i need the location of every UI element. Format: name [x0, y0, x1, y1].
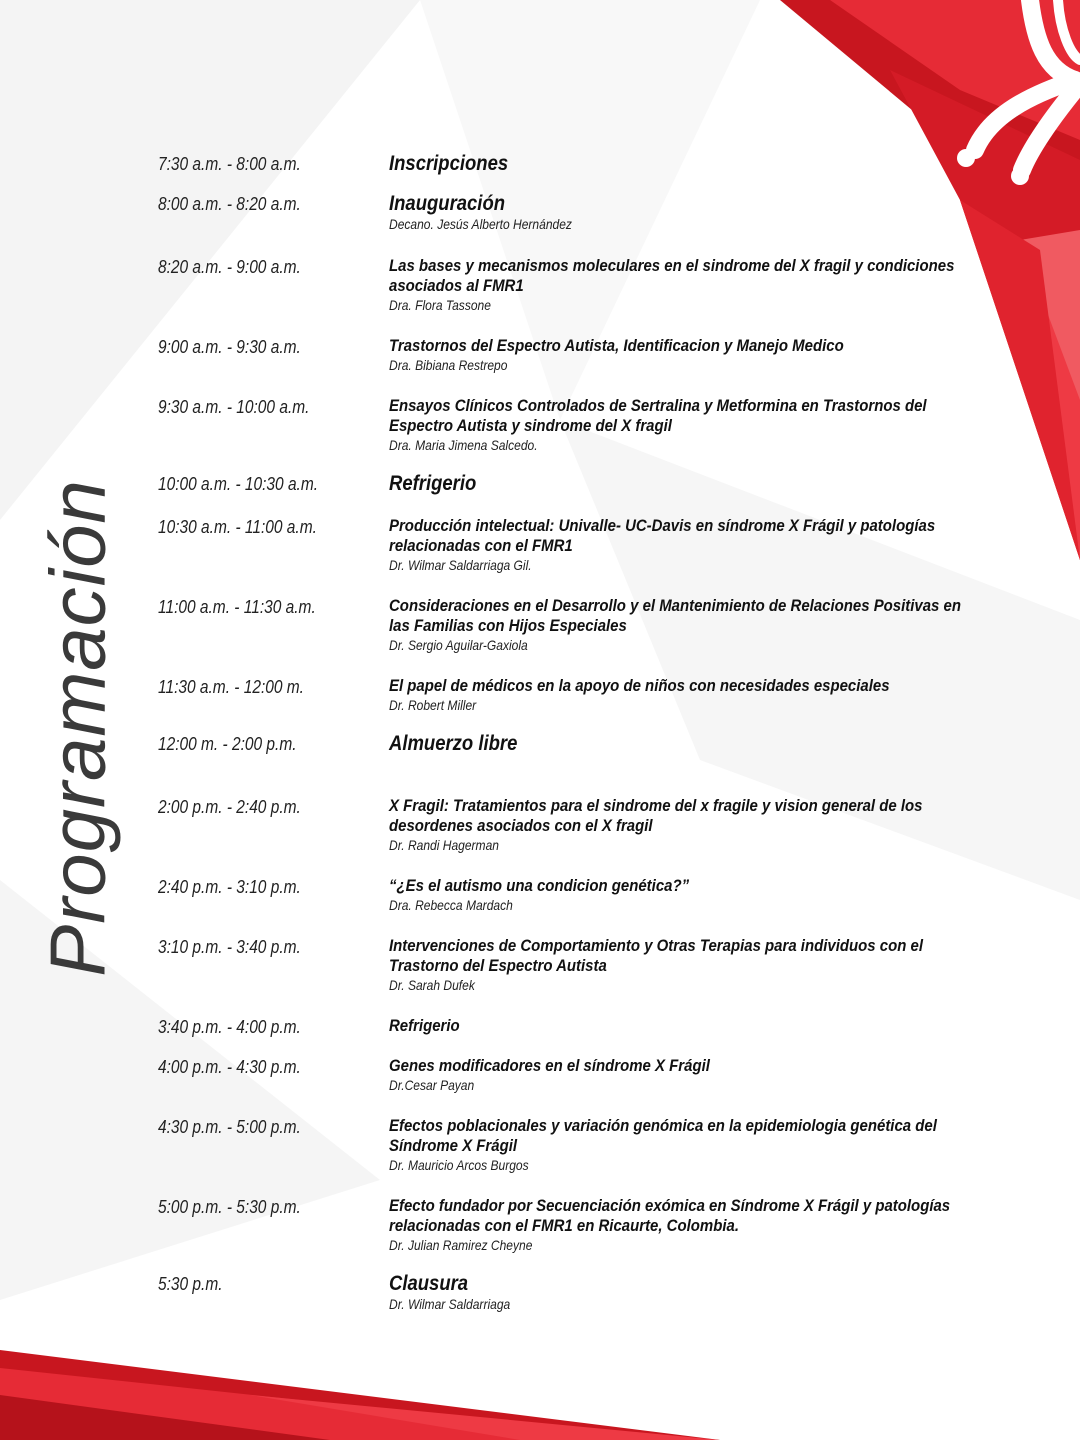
- schedule-info: [389, 396, 1049, 454]
- schedule-info: [389, 596, 1049, 654]
- schedule-time: 10:00 a.m. - 10:30 a.m.: [158, 474, 319, 494]
- session-title: Intervenciones de Comportamiento y Otras Terapias para individuos con el Trastorno del Espectro Autista: [389, 936, 923, 975]
- session-speaker: Dra. Maria Jimena Salcedo.: [389, 437, 538, 453]
- schedule-row: [158, 516, 978, 574]
- schedule-time: 9:30 a.m. - 10:00 a.m.: [158, 397, 310, 417]
- schedule-time: 2:40 p.m. - 3:10 p.m.: [158, 877, 301, 897]
- schedule-row: [158, 1016, 978, 1038]
- schedule-time: 4:00 p.m. - 4:30 p.m.: [158, 1057, 301, 1077]
- schedule-row: [158, 676, 978, 714]
- schedule-time: 5:30 p.m.: [158, 1274, 223, 1294]
- session-title: Ensayos Clínicos Controlados de Sertralina y Metformina en Trastornos del Espectro Autista y sindrome del X fragil: [389, 396, 927, 435]
- session-speaker: Dra. Rebecca Mardach: [389, 897, 513, 913]
- session-title: Refrigerio: [389, 1016, 460, 1035]
- schedule-info: [389, 876, 1049, 914]
- session-title: Clausura: [389, 1272, 469, 1295]
- schedule-row: [158, 256, 978, 314]
- session-title: Genes modificadores en el síndrome X Frágil: [389, 1056, 710, 1075]
- schedule-time: 5:00 p.m. - 5:30 p.m.: [158, 1197, 301, 1217]
- schedule-row: [158, 596, 978, 654]
- schedule-row: [158, 936, 978, 994]
- session-title: Producción intelectual: Univalle- UC-Davis en síndrome X Frágil y patologías relacionadas con el FMR1: [389, 516, 936, 555]
- schedule-time: 11:00 a.m. - 11:30 a.m.: [158, 597, 316, 617]
- schedule-time: 4:30 p.m. - 5:00 p.m.: [158, 1117, 301, 1137]
- session-title: El papel de médicos en la apoyo de niños con necesidades especiales: [389, 676, 890, 695]
- schedule-info: [389, 733, 1049, 755]
- session-title: “¿Es el autismo una condicion genética?”: [389, 876, 690, 895]
- schedule-time: 7:30 a.m. - 8:00 a.m.: [158, 154, 301, 174]
- session-speaker: Dra. Flora Tassone: [389, 297, 491, 313]
- schedule-time: 2:00 p.m. - 2:40 p.m.: [158, 797, 301, 817]
- schedule-info: [389, 153, 1049, 175]
- session-speaker: Dr. Sarah Dufek: [389, 977, 475, 993]
- schedule-time: 3:40 p.m. - 4:00 p.m.: [158, 1017, 301, 1037]
- schedule-info: [389, 193, 1049, 233]
- schedule-time: 11:30 a.m. - 12:00 m.: [158, 677, 304, 697]
- schedule-row: [158, 336, 978, 374]
- session-speaker: Dr. Wilmar Saldarriaga Gil.: [389, 557, 532, 573]
- schedule-info: [389, 676, 1049, 714]
- schedule-info: [389, 1016, 1049, 1038]
- session-title: Las bases y mecanismos moleculares en el sindrome del X fragil y condiciones asociados al FMR1: [389, 256, 955, 295]
- schedule-info: [389, 336, 1049, 374]
- session-title: Refrigerio: [389, 472, 477, 495]
- session-speaker: Dra. Bibiana Restrepo: [389, 357, 508, 373]
- schedule-row: [158, 1273, 978, 1313]
- schedule-time: 12:00 m. - 2:00 p.m.: [158, 734, 297, 754]
- schedule-row: [158, 473, 978, 495]
- session-title: Inauguración: [389, 192, 506, 215]
- schedule-row: [158, 193, 978, 233]
- schedule-info: [389, 1196, 1049, 1254]
- schedule-row: [158, 733, 978, 755]
- page-title: Programación: [33, 479, 122, 977]
- schedule-info: [389, 796, 1049, 854]
- schedule-row: [158, 876, 978, 914]
- session-title: Inscripciones: [389, 152, 509, 175]
- session-speaker: Decano. Jesús Alberto Hernández: [389, 216, 572, 232]
- schedule-time: 10:30 a.m. - 11:00 a.m.: [158, 517, 317, 537]
- schedule-row: [158, 1056, 978, 1094]
- schedule-info: [389, 1273, 1049, 1313]
- schedule-row: [158, 796, 978, 854]
- schedule-row: [158, 153, 978, 175]
- session-title: Almuerzo libre: [389, 732, 518, 755]
- schedule-info: [389, 1116, 1049, 1174]
- schedule-info: [389, 936, 1049, 994]
- schedule-time: 8:20 a.m. - 9:00 a.m.: [158, 257, 301, 277]
- schedule-row: [158, 396, 978, 454]
- session-title: X Fragil: Tratamientos para el sindrome del x fragile y vision general de los desordenes asociados con el X fragil: [389, 796, 923, 835]
- session-speaker: Dr. Randi Hagerman: [389, 837, 499, 853]
- schedule-row: [158, 1116, 978, 1174]
- session-speaker: Dr. Julian Ramirez Cheyne: [389, 1237, 533, 1253]
- schedule-time: 8:00 a.m. - 8:20 a.m.: [158, 194, 301, 214]
- schedule-time: 9:00 a.m. - 9:30 a.m.: [158, 337, 301, 357]
- schedule-row: [158, 1196, 978, 1254]
- session-speaker: Dr.Cesar Payan: [389, 1077, 475, 1093]
- schedule-info: [389, 473, 1049, 495]
- schedule-info: [389, 516, 1049, 574]
- session-title: Efectos poblacionales y variación genómica en la epidemiologia genética del Síndrome X Frágil: [389, 1116, 937, 1155]
- session-speaker: Dr. Sergio Aguilar-Gaxiola: [389, 637, 528, 653]
- session-title: Efecto fundador por Secuenciación exómica en Síndrome X Frágil y patologías relacionadas con el FMR1 en Ricaurte, Colombia.: [389, 1196, 951, 1235]
- session-speaker: Dr. Robert Miller: [389, 697, 477, 713]
- schedule-info: [389, 256, 1049, 314]
- session-speaker: Dr. Mauricio Arcos Burgos: [389, 1157, 529, 1173]
- session-title: Trastornos del Espectro Autista, Identificacion y Manejo Medico: [389, 336, 844, 355]
- schedule-time: 3:10 p.m. - 3:40 p.m.: [158, 937, 301, 957]
- schedule-info: [389, 1056, 1049, 1094]
- session-title: Consideraciones en el Desarrollo y el Mantenimiento de Relaciones Positivas en las Familias con Hijos Especiales: [389, 596, 961, 635]
- session-speaker: Dr. Wilmar Saldarriaga: [389, 1296, 511, 1312]
